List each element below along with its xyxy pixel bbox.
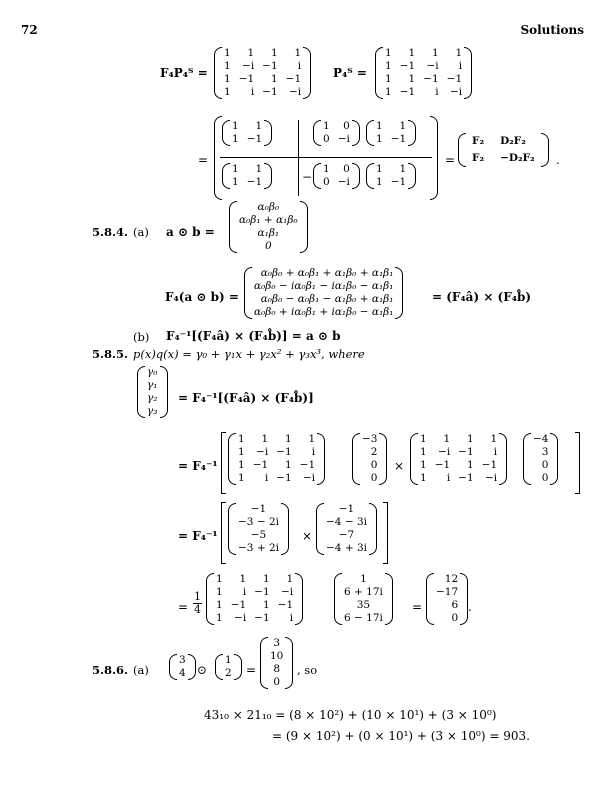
left-paren: [352, 433, 360, 485]
p586-vector-2: [215, 654, 242, 680]
right-paren: [300, 201, 308, 253]
vector-entry: 6: [451, 599, 459, 611]
matrix-entry: 1: [431, 47, 439, 59]
vector-entry: −17: [436, 586, 459, 598]
right-paren: [303, 47, 311, 99]
vector-entry: −1: [338, 503, 355, 515]
matrix-entry: 1: [455, 47, 463, 59]
matrix-entry: 1: [286, 573, 294, 585]
matrix-entry: −1: [246, 176, 263, 188]
matrix-entry: 1: [376, 133, 383, 145]
matrix-f4: [214, 47, 311, 99]
step3-vector-a: [228, 503, 289, 555]
eq1-mid: P₄ᵀ =: [333, 66, 367, 80]
convolution-lhs: a ⊙ b =: [166, 225, 215, 239]
matrix-entry: −1: [423, 73, 439, 85]
step3-prefix: = F₄⁻¹: [178, 529, 218, 543]
matrix-entry: 1: [385, 47, 392, 59]
matrix-entry: −1: [238, 73, 255, 85]
matrix-entry: −1: [481, 459, 498, 471]
p586-result: [260, 637, 293, 689]
vector-entry: 8: [273, 663, 281, 675]
inverse-fourier-matrix: [206, 573, 303, 625]
vector-entry: 3: [179, 654, 186, 666]
matrix-entry: 1: [376, 176, 383, 188]
step4-equals-b: =: [412, 600, 423, 614]
vector-entry: 0: [370, 472, 378, 484]
left-paren: [214, 47, 222, 99]
step4-result: [426, 573, 468, 625]
block-br-d: [313, 163, 360, 189]
left-paren: [260, 637, 268, 689]
matrix-entry: 1: [323, 120, 330, 132]
vector-entry: α₀β₀ + iα₀β₁ + iα₁β₀ − α₁β₁: [254, 306, 394, 318]
left-paren: [228, 433, 236, 485]
step2-bracket-right: [575, 432, 580, 494]
matrix-entry: −1: [246, 133, 263, 145]
vector-entry: −1: [250, 503, 267, 515]
vector-entry: 0: [264, 240, 272, 252]
matrix-entry: 1: [376, 163, 383, 175]
matrix-entry: 1: [420, 472, 427, 484]
matrix-entry: −i: [302, 472, 316, 484]
vector-entry: γ₃: [147, 405, 158, 417]
matrix-entry: 1: [262, 573, 270, 585]
left-paren: [375, 47, 383, 99]
matrix-entry: −1: [458, 446, 474, 458]
vector-entry: α₀β₀: [257, 201, 280, 213]
matrix-entry: −i: [438, 446, 451, 458]
matrix-entry: 1: [466, 433, 474, 445]
left-paren: [169, 654, 177, 680]
eq2-equals-b: =: [445, 153, 456, 167]
matrix-entry: 1: [238, 472, 245, 484]
vector-entry: 0: [541, 472, 549, 484]
step2-vector-a: [352, 433, 387, 485]
matrix-entry: D₂F₂: [500, 135, 526, 147]
matrix-entry: 1: [216, 599, 223, 611]
matrix-entry: 1: [408, 73, 416, 85]
left-paren: [366, 120, 374, 146]
step3-vector-b: [316, 503, 377, 555]
right-paren: [460, 573, 468, 625]
left-paren: [458, 133, 466, 167]
right-paren: [352, 120, 360, 146]
matrix-entry: 1: [255, 120, 263, 132]
vector-entry: 1: [225, 654, 232, 666]
vector-entry: −7: [338, 529, 355, 541]
matrix-entry: −1: [434, 459, 451, 471]
matrix-entry: i: [458, 60, 463, 72]
matrix-entry: 1: [420, 459, 427, 471]
vector-entry: γ₁: [147, 379, 158, 391]
vector-entry: γ₀: [147, 366, 158, 378]
fourier-conv-rhs: = (F₄â) × (F₄b̂): [432, 290, 532, 304]
eq1-lhs: F₄P₄ᵀ =: [160, 66, 208, 80]
vector-entry: 6 + 17i: [344, 586, 383, 598]
right-paren: [264, 163, 272, 189]
matrix-entry: i: [289, 612, 294, 624]
vector-entry: −5: [250, 529, 267, 541]
matrix-entry: 1: [238, 459, 245, 471]
matrix-entry: −i: [337, 176, 350, 188]
right-paren: [395, 267, 403, 319]
part-a-label: (a): [133, 225, 149, 239]
left-paren: [206, 573, 214, 625]
step4-fraction: [193, 591, 202, 616]
matrix-entry: −1: [262, 86, 278, 98]
matrix-entry: i: [446, 472, 451, 484]
p586-line2: = (9 × 10²) + (0 × 10¹) + (3 × 10⁰) = 903.: [272, 729, 530, 743]
matrix-entry: −1: [276, 446, 292, 458]
vector-entry: α₁β₁: [257, 227, 280, 239]
left-paren: [229, 201, 237, 253]
matrix-entry: F₂: [472, 152, 485, 164]
p586-op: ⊙: [197, 663, 208, 677]
matrix-entry: 1: [232, 133, 239, 145]
left-paren: [366, 163, 374, 189]
matrix-entry: −1: [254, 612, 270, 624]
matrix-entry: 1: [420, 433, 427, 445]
step4-equals: =: [178, 600, 189, 614]
matrix-entry: 1: [399, 163, 407, 175]
block-tl: [222, 120, 272, 146]
matrix-entry: −i: [234, 612, 247, 624]
matrix-entry: 1: [232, 120, 239, 132]
vector-entry: 0: [370, 459, 378, 471]
matrix-entry: 1: [247, 47, 255, 59]
vector-entry: 6 − 17i: [344, 612, 383, 624]
matrix-entry: 1: [385, 86, 392, 98]
step4-end: .: [468, 600, 472, 614]
left-paren: [426, 573, 434, 625]
left-paren: [222, 163, 230, 189]
matrix-entry: 1: [284, 433, 292, 445]
matrix-entry: −i: [288, 86, 302, 98]
matrix-entry: 1: [255, 163, 263, 175]
left-paren: [137, 366, 145, 418]
vector-entry: −4 − 3i: [326, 516, 367, 528]
block-tr-f: [366, 120, 416, 146]
matrix-entry: −1: [230, 599, 247, 611]
fourier-conv-vector: [244, 267, 403, 319]
vector-entry: 35: [356, 599, 371, 611]
matrix-entry: F₂: [472, 135, 485, 147]
vector-entry: 1: [360, 573, 367, 585]
vector-entry: α₀β₀ − α₀β₁ − α₁β₀ + α₁β₁: [260, 293, 394, 305]
step2-bracket-left: [221, 432, 226, 494]
matrix-entry: −1: [458, 472, 474, 484]
left-paren: [313, 120, 321, 146]
left-paren: [334, 573, 342, 625]
vector-entry: −4 + 3i: [326, 542, 367, 554]
eq2-end: .: [556, 153, 560, 167]
matrix-entry: 1: [261, 433, 269, 445]
vector-entry: 3: [541, 446, 549, 458]
p586-part-a-label: (a): [133, 663, 149, 677]
right-paren: [499, 433, 507, 485]
matrix-entry: 1: [238, 446, 245, 458]
right-paren: [264, 120, 272, 146]
matrix-entry: 1: [284, 459, 292, 471]
vector-entry: −4: [533, 433, 549, 445]
right-paren: [464, 47, 472, 99]
matrix-entry: −1: [446, 73, 463, 85]
matrix-entry: −i: [242, 60, 255, 72]
step3-times: ×: [302, 529, 313, 543]
matrix-entry: −i: [484, 472, 498, 484]
matrix-entry: 0: [343, 163, 350, 175]
matrix-entry: −1: [254, 586, 270, 598]
matrix-entry: −1: [262, 60, 278, 72]
matrix-entry: 1: [443, 433, 451, 445]
problem-5-8-6-label: 5.8.6.: [92, 663, 129, 677]
problem-5-8-5-intro: p(x)q(x) = γ₀ + γ₁x + γ₂x² + γ₃x³, where: [133, 347, 365, 361]
p586-line1: 43₁₀ × 21₁₀ = (8 × 10²) + (10 × 10¹) + (3 × 10⁰): [204, 708, 497, 722]
matrix-entry: i: [311, 446, 316, 458]
matrix-entry: −D₂F₂: [500, 152, 535, 164]
matrix-entry: −1: [390, 133, 407, 145]
matrix-entry: −i: [256, 446, 269, 458]
vector-entry: 2: [370, 446, 378, 458]
matrix-entry: 1: [216, 586, 223, 598]
part-b-statement: F₄⁻¹[(F₄â) × (F₄b̂)] = a ⊙ b: [166, 329, 341, 343]
matrix-entry: i: [297, 60, 302, 72]
right-paren: [379, 433, 387, 485]
vector-entry: α₀β₁ + α₁β₀: [239, 214, 298, 226]
matrix-entry: 1: [232, 176, 239, 188]
fraction-numerator: 1: [194, 590, 201, 603]
step4-vector: [334, 573, 393, 625]
problem-5-8-4-label: 5.8.4.: [92, 225, 129, 239]
p586-equals: =: [246, 663, 257, 677]
matrix-entry: 1: [224, 47, 231, 59]
matrix-entry: 1: [224, 86, 231, 98]
matrix-entry: −i: [337, 133, 350, 145]
matrix-entry: 1: [490, 433, 498, 445]
vector-entry: 2: [225, 667, 232, 679]
matrix-entry: i: [493, 446, 498, 458]
right-paren: [408, 163, 416, 189]
step3-bracket-left: [221, 502, 226, 564]
matrix-entry: 1: [270, 73, 278, 85]
matrix-entry: −1: [285, 73, 302, 85]
matrix-entry: 1: [323, 163, 330, 175]
vector-entry: α₀β₀ + α₀β₁ + α₁β₀ + α₁β₁: [260, 267, 394, 279]
right-paren: [408, 120, 416, 146]
matrix-entry: 1: [420, 446, 427, 458]
fraction-denominator: 4: [194, 603, 201, 616]
right-paren: [285, 637, 293, 689]
vector-entry: 4: [179, 667, 186, 679]
left-paren: [410, 433, 418, 485]
gamma-vector: [137, 366, 168, 418]
matrix-entry: 1: [224, 73, 231, 85]
right-paren: [317, 433, 325, 485]
step2-times: ×: [394, 459, 405, 473]
step2-f4-b: [410, 433, 507, 485]
vector-entry: 0: [541, 459, 549, 471]
vector-entry: 3: [273, 637, 281, 649]
convolution-vector: [229, 201, 308, 253]
vector-entry: 0: [451, 612, 459, 624]
matrix-entry: −i: [280, 586, 294, 598]
right-paren: [352, 163, 360, 189]
matrix-entry: 1: [408, 47, 416, 59]
p586-vector-1: [169, 654, 196, 680]
left-paren: [523, 433, 531, 485]
right-paren: [541, 133, 549, 167]
matrix-entry: 1: [216, 573, 223, 585]
part-b-label: (b): [133, 330, 150, 344]
vector-entry: −3: [362, 433, 378, 445]
eq2-equals: =: [198, 153, 209, 167]
p586-so: , so: [297, 663, 318, 677]
matrix-entry: 1: [262, 599, 270, 611]
vector-entry: −3 − 2i: [238, 516, 279, 528]
matrix-entry: −1: [399, 86, 416, 98]
matrix-entry: −1: [390, 176, 407, 188]
right-paren: [295, 573, 303, 625]
block-tr-d: [313, 120, 360, 146]
running-head: Solutions: [520, 23, 584, 37]
block-br-sign: −: [302, 170, 313, 184]
matrix-entry: 1: [224, 60, 231, 72]
block-br-f: [366, 163, 416, 189]
left-paren: [244, 267, 252, 319]
left-paren: [313, 163, 321, 189]
matrix-entry: 1: [376, 120, 383, 132]
vector-entry: γ₂: [147, 392, 158, 404]
step1: = F₄⁻¹[(F₄â) × (F₄b̂)]: [178, 391, 314, 405]
matrix-entry: 0: [343, 120, 350, 132]
matrix-entry: 1: [466, 459, 474, 471]
matrix-entry: 1: [238, 433, 245, 445]
matrix-entry: −i: [449, 86, 463, 98]
right-paren: [281, 503, 289, 555]
matrix-entry: −1: [399, 60, 416, 72]
block-result: [458, 133, 549, 167]
matrix-entry: 1: [294, 47, 302, 59]
page-number: 72: [21, 23, 38, 37]
matrix-entry: 1: [399, 120, 407, 132]
matrix-entry: i: [435, 86, 439, 98]
matrix-entry: 0: [323, 133, 330, 145]
matrix-entry: 1: [239, 573, 247, 585]
vector-entry: 12: [444, 573, 459, 585]
vector-entry: 10: [270, 650, 284, 662]
step2-prefix: = F₄⁻¹: [178, 459, 218, 473]
vector-entry: α₀β₀ − iα₀β₁ − iα₁β₀ − α₁β₁: [254, 280, 394, 292]
block-bl: [222, 163, 272, 189]
right-paren: [160, 366, 168, 418]
matrix-entry: i: [242, 586, 247, 598]
matrix-entry: −1: [252, 459, 269, 471]
step2-vector-b: [523, 433, 558, 485]
left-paren: [316, 503, 324, 555]
matrix-entry: 1: [385, 73, 392, 85]
matrix-entry: 1: [216, 612, 223, 624]
matrix-entry: 1: [385, 60, 392, 72]
left-paren: [222, 120, 230, 146]
vector-entry: −3 + 2i: [238, 542, 279, 554]
matrix-p4t: [375, 47, 472, 99]
step2-f4-a: [228, 433, 325, 485]
matrix-entry: −1: [299, 459, 316, 471]
matrix-entry: 0: [323, 176, 330, 188]
right-paren: [385, 573, 393, 625]
matrix-entry: i: [264, 472, 269, 484]
matrix-entry: 1: [232, 163, 239, 175]
matrix-entry: −1: [276, 472, 292, 484]
problem-5-8-5-label: 5.8.5.: [92, 347, 129, 361]
fourier-conv-lhs: F₄(a ⊙ b) =: [165, 290, 239, 304]
left-paren: [215, 654, 223, 680]
right-paren: [550, 433, 558, 485]
left-paren: [228, 503, 236, 555]
matrix-entry: 1: [308, 433, 316, 445]
right-paren: [369, 503, 377, 555]
matrix-entry: −1: [277, 599, 294, 611]
step3-bracket-right: [383, 502, 388, 564]
matrix-entry: 1: [270, 47, 278, 59]
vector-entry: 0: [273, 676, 281, 688]
matrix-entry: i: [250, 86, 255, 98]
right-paren: [188, 654, 196, 680]
right-paren: [234, 654, 242, 680]
matrix-entry: −i: [426, 60, 439, 72]
